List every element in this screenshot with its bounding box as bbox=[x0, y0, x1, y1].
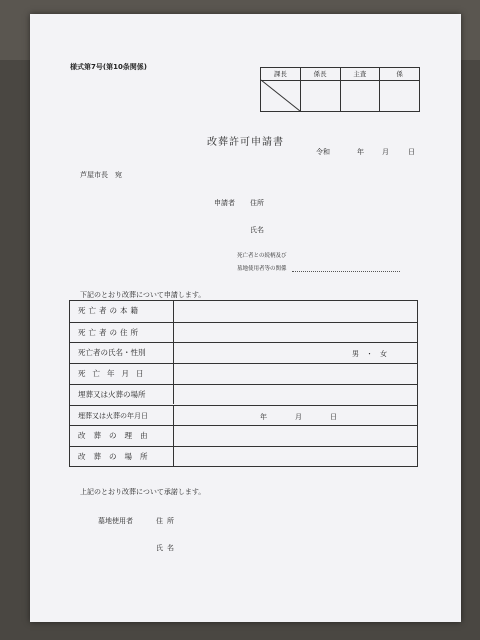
applicant-name-label: 氏名 bbox=[250, 226, 264, 234]
burial-date-placeholder: 年 月 日 bbox=[260, 412, 337, 421]
row-label: 死亡者の住所 bbox=[70, 323, 174, 343]
table-row bbox=[70, 322, 417, 343]
stamp-cell-2 bbox=[300, 68, 340, 111]
date-year: 年 bbox=[357, 148, 364, 156]
addressee: 芦屋市長 宛 bbox=[80, 171, 122, 179]
relation-label-line2: 墓地使用者等の関係 bbox=[237, 266, 287, 272]
table-row bbox=[70, 384, 417, 405]
applicant-label: 申請者 bbox=[214, 199, 235, 207]
form-number: 様式第7号(第10条関係) bbox=[70, 63, 148, 71]
row-label: 死亡年月日 bbox=[70, 364, 174, 384]
row-label: 死亡者の本籍 bbox=[70, 301, 174, 322]
date-day: 日 bbox=[408, 148, 415, 156]
relation-dotted-line bbox=[292, 271, 400, 272]
table-row bbox=[70, 425, 417, 446]
table-row bbox=[70, 405, 417, 426]
table-row bbox=[70, 301, 417, 322]
stamp-cell-1 bbox=[261, 68, 300, 111]
grave-user-label: 墓地使用者 bbox=[98, 517, 133, 525]
intro-text: 下記のとおり改葬について申請します。 bbox=[80, 291, 206, 299]
approval-text: 上記のとおり改葬について承諾します。 bbox=[80, 488, 206, 496]
relation-label-line1: 死亡者との続柄及び bbox=[237, 253, 287, 259]
stamp-cell-3 bbox=[340, 68, 380, 111]
stamp-header: 係長 bbox=[301, 68, 340, 81]
paper-document bbox=[30, 14, 461, 622]
date-month: 月 bbox=[382, 148, 389, 156]
stamp-header: 課長 bbox=[261, 68, 300, 81]
diagonal-line-icon bbox=[261, 68, 300, 111]
sex-options: 男 ・ 女 bbox=[352, 350, 387, 359]
grave-user-name-label: 氏名 bbox=[156, 544, 178, 552]
application-table bbox=[69, 300, 418, 467]
row-label: 死亡者の氏名・性別 bbox=[70, 343, 174, 363]
approval-stamp-box bbox=[260, 67, 420, 112]
row-label: 改葬の理由 bbox=[70, 426, 174, 446]
table-row bbox=[70, 342, 417, 363]
table-row bbox=[70, 363, 417, 384]
stamp-header: 係 bbox=[380, 68, 419, 81]
row-label: 埋葬又は火葬の年月日 bbox=[70, 406, 174, 426]
document-title: 改葬許可申請書 bbox=[207, 137, 284, 148]
row-label: 改葬の場所 bbox=[70, 447, 174, 467]
stamp-header: 主査 bbox=[341, 68, 380, 81]
table-row bbox=[70, 446, 417, 467]
row-label: 埋葬又は火葬の場所 bbox=[70, 385, 174, 405]
applicant-address-label: 住所 bbox=[250, 199, 264, 207]
grave-user-address-label: 住所 bbox=[156, 517, 178, 525]
date-era: 令和 bbox=[316, 148, 330, 156]
stamp-cell-4 bbox=[379, 68, 419, 111]
